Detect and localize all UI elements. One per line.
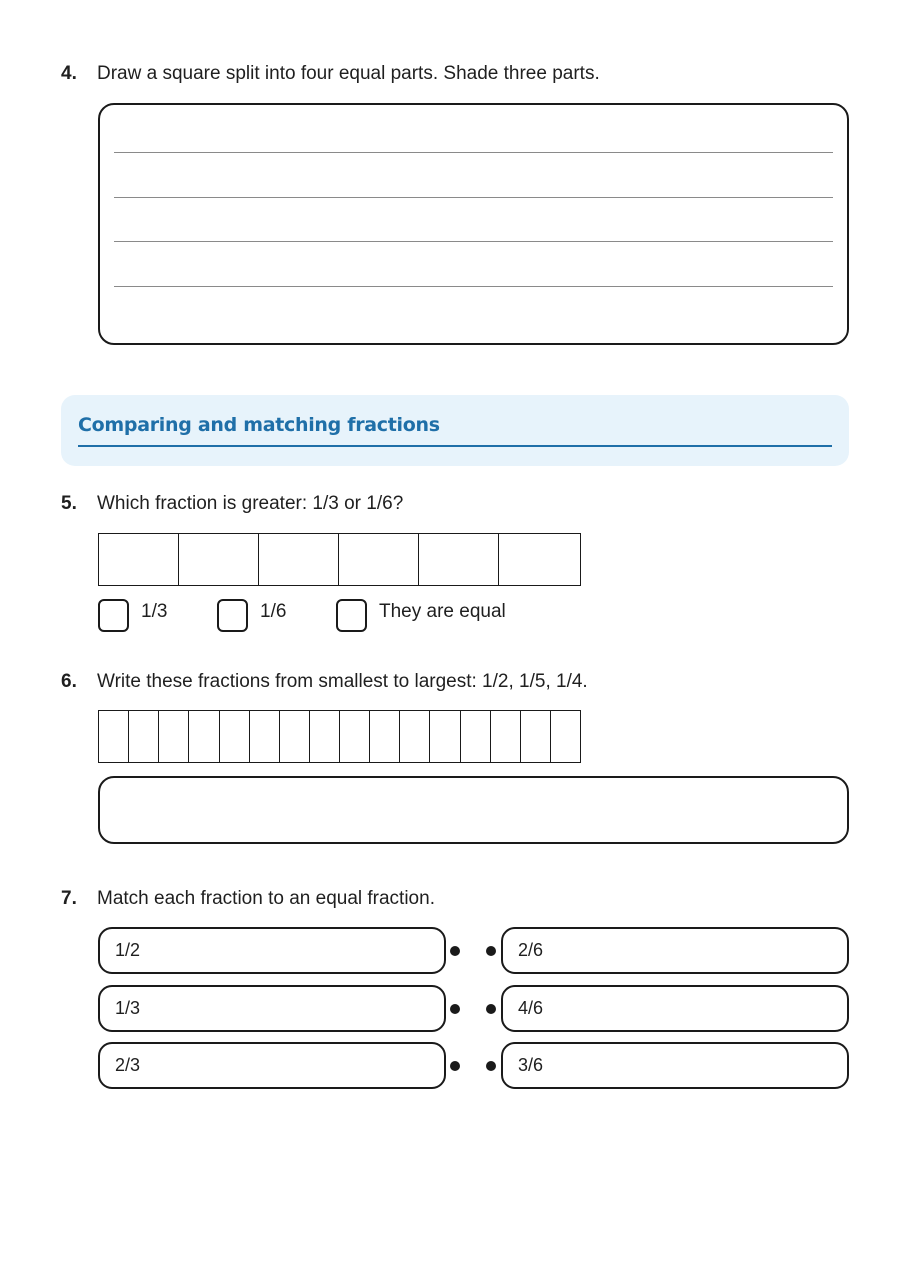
question-number: 7. (61, 888, 77, 909)
grid-cell (430, 711, 460, 762)
grid-cell (491, 711, 521, 762)
writing-line (114, 286, 833, 287)
grid-cell (280, 711, 310, 762)
question-text: Match each fraction to an equal fraction. (97, 888, 435, 909)
question-4 (61, 62, 600, 86)
option-label: 1/3 (141, 601, 168, 622)
question-text: Draw a square split into four equal parts. Shade three parts. (97, 63, 600, 84)
grid-cell (499, 534, 580, 585)
answer-grid-6 (98, 533, 581, 586)
grid-cell (419, 534, 499, 585)
match-right-3: 3/6 (501, 1042, 849, 1089)
match-left-1: 1/2 (98, 927, 446, 974)
writing-line (114, 241, 833, 242)
answer-grid-16 (98, 710, 581, 763)
option-label: They are equal (379, 601, 506, 622)
grid-cell (189, 711, 219, 762)
match-left-3: 2/3 (98, 1042, 446, 1089)
grid-cell (521, 711, 551, 762)
question-text: Which fraction is greater: 1/3 or 1/6? (97, 493, 404, 514)
grid-cell (99, 711, 129, 762)
grid-cell (129, 711, 159, 762)
match-dot-left-3[interactable] (450, 1061, 460, 1071)
writing-line (114, 197, 833, 198)
question-6 (61, 670, 588, 694)
grid-cell (220, 711, 250, 762)
grid-cell (99, 534, 179, 585)
grid-cell (250, 711, 280, 762)
grid-cell (400, 711, 430, 762)
grid-cell (159, 711, 189, 762)
option-one-third[interactable] (98, 599, 167, 632)
grid-cell (461, 711, 491, 762)
checkbox[interactable] (217, 599, 248, 632)
checkbox[interactable] (336, 599, 367, 632)
grid-cell (340, 711, 370, 762)
grid-cell (551, 711, 580, 762)
question-text: Write these fractions from smallest to largest: 1/2, 1/5, 1/4. (97, 671, 588, 692)
match-dot-right-1[interactable] (486, 946, 496, 956)
question-number: 5. (61, 493, 77, 514)
match-dot-left-2[interactable] (450, 1004, 460, 1014)
question-5 (61, 492, 403, 516)
grid-cell (339, 534, 419, 585)
answer-field[interactable] (98, 776, 849, 844)
grid-cell (179, 534, 259, 585)
question-number: 6. (61, 671, 77, 692)
match-left-2: 1/3 (98, 985, 446, 1032)
option-equal[interactable] (336, 599, 506, 632)
match-dot-left-1[interactable] (450, 946, 460, 956)
grid-cell (370, 711, 400, 762)
option-label: 1/6 (260, 601, 287, 622)
match-dot-right-2[interactable] (486, 1004, 496, 1014)
drawing-area[interactable] (98, 103, 849, 345)
option-one-sixth[interactable] (217, 599, 286, 632)
writing-line (114, 152, 833, 153)
question-number: 4. (61, 63, 77, 84)
match-dot-right-3[interactable] (486, 1061, 496, 1071)
checkbox[interactable] (98, 599, 129, 632)
section-title: Comparing and matching fractions (78, 412, 832, 447)
question-7 (61, 887, 435, 911)
grid-cell (310, 711, 340, 762)
grid-cell (259, 534, 339, 585)
match-right-1: 2/6 (501, 927, 849, 974)
match-right-2: 4/6 (501, 985, 849, 1032)
section-header (61, 395, 849, 466)
